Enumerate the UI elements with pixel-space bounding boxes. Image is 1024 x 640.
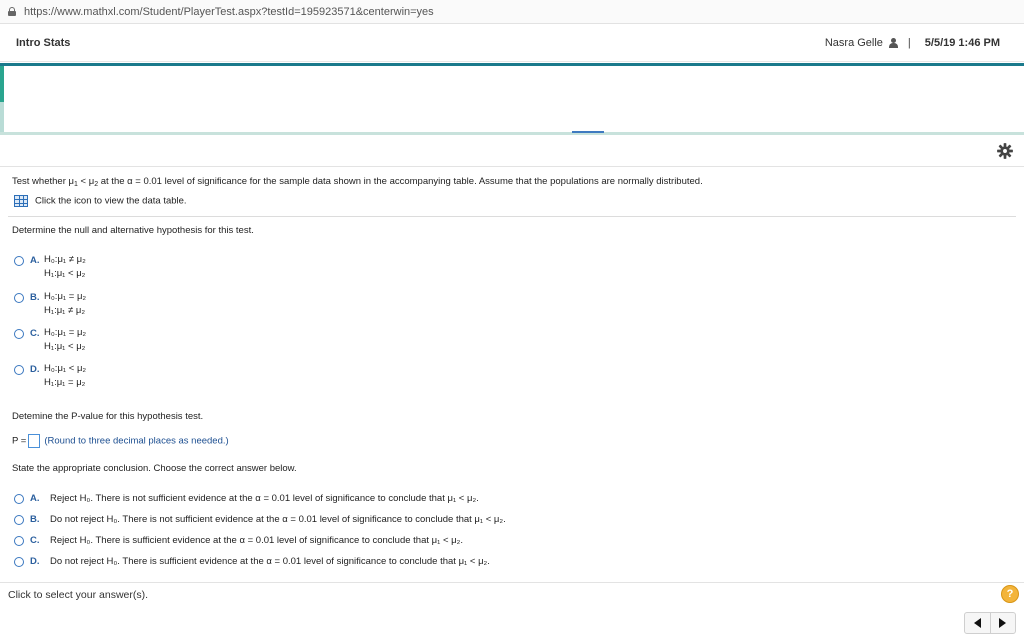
course-title: Intro Stats <box>16 36 71 49</box>
radio-button[interactable] <box>14 515 24 525</box>
part1-prompt: Determine the null and alternative hypothesis for this test. <box>12 225 254 236</box>
panel-scroll-indicator <box>572 131 604 133</box>
hypothesis-option-b[interactable]: B. H₀:μ₁ = μ₂ H₁:μ₁ ≠ μ₂ <box>14 292 86 318</box>
hypothesis-option-d[interactable]: D. H₀:μ₁ < μ₂ H₁:μ₁ = μ₂ <box>14 364 86 390</box>
question-divider <box>8 216 1016 217</box>
footer-divider <box>0 582 1024 583</box>
radio-button[interactable] <box>14 557 24 567</box>
app-header <box>0 24 1024 62</box>
hypothesis-option-a[interactable]: A. H₀:μ₁ ≠ μ₂ H₁:μ₁ < μ₂ <box>14 255 86 281</box>
help-icon[interactable]: ? <box>1001 585 1019 603</box>
hypothesis-option-c[interactable]: C. H₀:μ₁ = μ₂ H₁:μ₁ < μ₂ <box>14 328 86 354</box>
prev-question-button[interactable] <box>965 613 990 633</box>
radio-button[interactable] <box>14 365 24 375</box>
question-prompt: Test whether $\mu_1 < \mu_2$ at the α = 0.01 level of significance for the sample data shown in the accompanying table. Assume that the populations are normally distributed. <box>12 176 703 188</box>
user-name[interactable]: Nasra Gelle <box>824 36 883 49</box>
part3-prompt: State the appropriate conclusion. Choose the correct answer below. <box>12 463 297 474</box>
datetime: 5/5/19 1:46 PM <box>924 36 1000 49</box>
address-bar[interactable] <box>0 0 1024 24</box>
conclusion-option-a[interactable]: A. Reject H₀. There is not sufficient evidence at the α = 0.01 level of significance to conclude that μ₁ < μ₂. <box>14 493 479 504</box>
prev-arrow-icon <box>974 618 981 628</box>
next-question-button[interactable] <box>990 613 1016 633</box>
rounding-hint: (Round to three decimal places as needed.) <box>44 435 229 447</box>
panel-accent-bottom <box>0 102 4 134</box>
conclusion-option-d[interactable]: D. Do not reject H₀. There is sufficient evidence at the α = 0.01 level of significance to conclude that μ₁ < μ₂. <box>14 556 490 567</box>
content-divider <box>0 166 1024 167</box>
p-value-row: P = (Round to three decimal places as needed.) <box>12 435 229 447</box>
data-table-link[interactable]: Click the icon to view the data table. <box>14 195 187 207</box>
panel-accent-top <box>0 66 4 102</box>
conclusion-option-c[interactable]: C. Reject H₀. There is sufficient evidence at the α = 0.01 level of significance to conclude that μ₁ < μ₂. <box>14 535 463 546</box>
user-icon[interactable] <box>889 38 898 48</box>
header-user-area <box>825 37 1008 49</box>
lock-icon <box>8 7 16 16</box>
url-text[interactable]: https://www.mathxl.com/Student/PlayerTest.aspx?testId=195923571&centerwin=yes <box>24 5 434 18</box>
question-nav <box>964 612 1016 634</box>
data-table-icon[interactable] <box>14 195 28 207</box>
radio-button[interactable] <box>14 256 24 266</box>
gear-icon[interactable] <box>996 142 1014 160</box>
radio-button[interactable] <box>14 293 24 303</box>
radio-button[interactable] <box>14 494 24 504</box>
test-info-panel <box>0 66 1024 134</box>
part2-prompt: Detemine the P-value for this hypothesis test. <box>12 411 204 422</box>
p-value-input[interactable] <box>28 434 40 448</box>
panel-bottom-border <box>0 132 1024 135</box>
conclusion-option-b[interactable]: B. Do not reject H₀. There is not sufficient evidence at the α = 0.01 level of significance to conclude that μ₁ < μ₂. <box>14 514 506 525</box>
radio-button[interactable] <box>14 329 24 339</box>
next-arrow-icon <box>999 618 1006 628</box>
radio-button[interactable] <box>14 536 24 546</box>
footer-instruction: Click to select your answer(s). <box>8 589 149 601</box>
header-separator: | <box>907 36 911 49</box>
